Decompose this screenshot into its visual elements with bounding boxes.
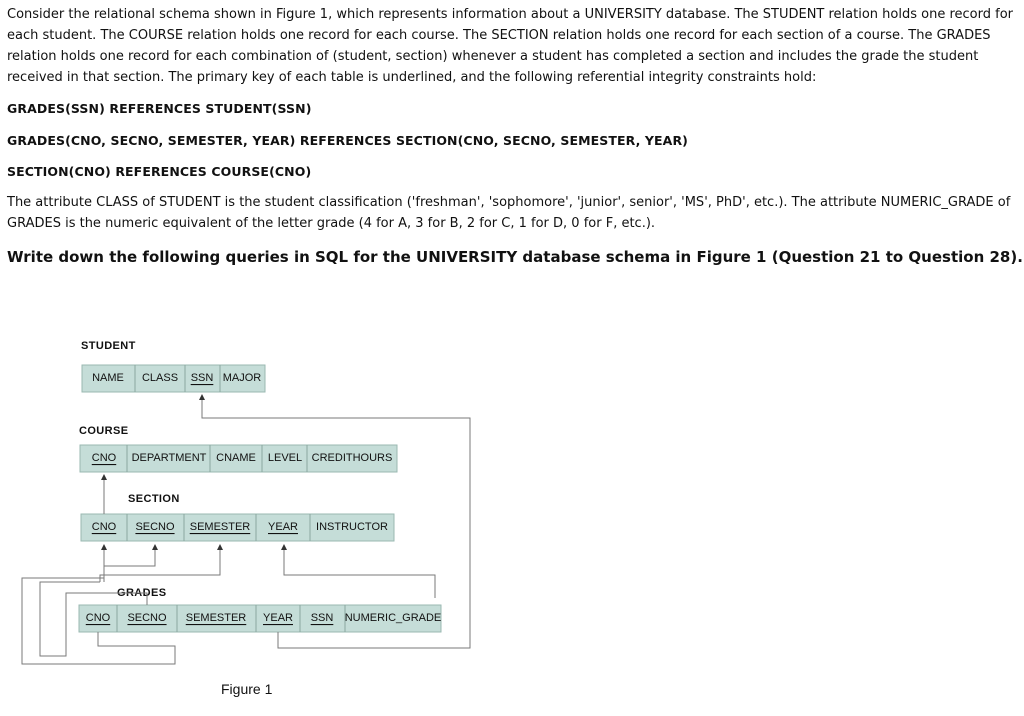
grades-table [79,605,441,632]
grades-title: GRADES [117,587,167,599]
grades-col-semester-key: SEMESTER [185,612,247,624]
attributes-text: The attribute CLASS of STUDENT is the student classification ('freshman', 'sophomore', 'junior', senior', 'MS', PhD', etc.). The attribute NUMERIC_GRADE of GRADES is the numeric equivalent of the letter grade (4 for A, 3 for B, 2 for C, 1 for D, 0 for F, etc.). [7,195,1011,231]
course-title: COURSE [79,425,129,437]
student-title: STUDENT [81,340,136,352]
fk-grades-year-arrow [281,544,287,550]
student-col-name: NAME [92,372,124,384]
section-table [81,514,394,541]
student-table [82,365,265,392]
course-col-credithours: CREDITHOURS [311,452,393,464]
grades-col-cno-key: CNO [85,612,111,624]
section-col-semester-key: SEMESTER [189,521,251,533]
course-col-cname: CNAME [216,452,256,464]
instruction-heading: Write down the following queries in SQL for the UNIVERSITY database schema in Figure 1 (Question 21 to Question 28). [7,248,1023,266]
section-col-cno-key: CNO [91,521,117,533]
constraint-section-course: SECTION(CNO) REFERENCES COURSE(CNO) [7,164,312,179]
course-col-level: LEVEL [267,452,303,464]
figure-caption: Figure 1 [221,681,273,697]
student-col-ssn-key: SSN [190,372,214,384]
constraint-grades-section: GRADES(CNO, SECNO, SEMESTER, YEAR) REFERENCES SECTION(CNO, SECNO, SEMESTER, YEAR) [7,133,688,148]
fk-grades-semester-line [100,548,220,582]
constraint-grades-ssn: GRADES(SSN) REFERENCES STUDENT(SSN) [7,101,312,116]
grades-col-numeric-grade: NUMERIC_GRADE [344,612,442,624]
student-col-major: MAJOR [222,372,262,384]
course-col-department: DEPARTMENT [131,452,207,464]
fk-grades-cno-arrow [101,544,107,550]
course-col-cno-key: CNO [91,452,117,464]
fk-grades-year-line [284,548,435,598]
grades-col-secno-key: SECNO [127,612,167,624]
student-col-class: CLASS [141,372,179,384]
section-title: SECTION [128,493,180,505]
fk-grades-secno-line [104,548,155,582]
grades-col-ssn-key: SSN [310,612,334,624]
fk-grades-semester-arrow [217,544,223,550]
section-col-instructor: INSTRUCTOR [316,521,388,533]
fk-grades-ssn-arrow [199,394,205,400]
fk-section-cno-arrow [101,474,107,480]
course-table [80,445,397,472]
fk-grades-secno-arrow [152,544,158,550]
section-col-secno-key: SECNO [135,521,175,533]
intro-text: Consider the relational schema shown in Figure 1, which represents information about a UNIVERSITY database. The STUDENT relation holds one record for each student. The COURSE relation holds one record for each course. The SECTION relation holds one record for each section of a course. The GRADES relation holds one record for each combination of (student, section) whenever a student has completed a section and includes the grade the student received in that section. The primary key of each table is underlined, and the following referential integrity constraints hold: [7,7,1013,85]
section-col-year-key: YEAR [268,521,298,533]
grades-col-year-key: YEAR [263,612,293,624]
